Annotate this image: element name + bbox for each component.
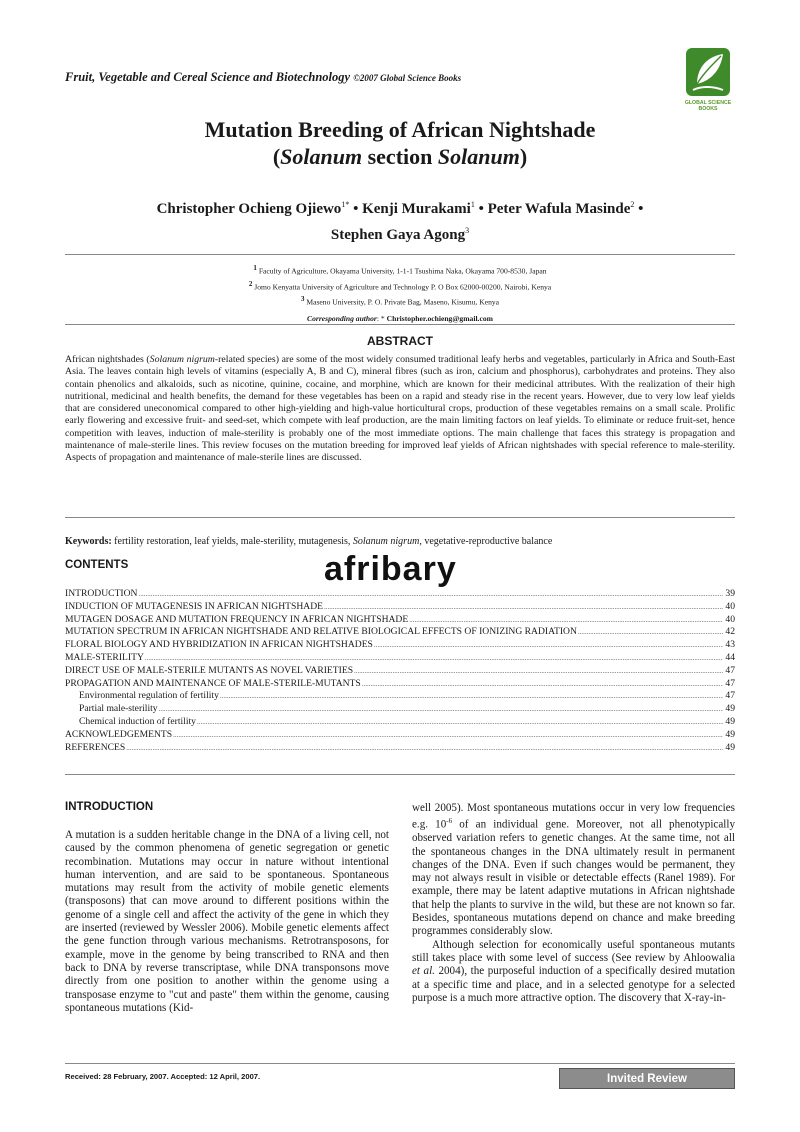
toc-label: MALE-STERILITY	[65, 651, 144, 663]
watermark-logo: afribary	[324, 550, 457, 588]
body-column-left	[65, 829, 389, 1015]
toc-leader	[126, 742, 723, 755]
toc-page: 47	[725, 664, 735, 676]
toc-page: 47	[725, 690, 735, 702]
abstract-heading: ABSTRACT	[367, 334, 433, 348]
section-heading: INTRODUCTION	[65, 801, 154, 813]
divider	[65, 254, 735, 255]
toc-label: FLORAL BIOLOGY AND HYBRIDIZATION IN AFRICAN NIGHTSHADES	[65, 639, 373, 651]
toc-page: 49	[725, 741, 735, 753]
toc-leader	[197, 716, 723, 729]
journal-name: Fruit, Vegetable and Cereal Science and Biotechnology	[65, 70, 351, 84]
publisher-logo	[683, 46, 733, 114]
journal-header	[65, 70, 461, 85]
toc-entry[interactable]	[65, 588, 735, 601]
toc-page: 42	[725, 626, 735, 638]
toc-entry[interactable]	[65, 742, 735, 755]
author-name: Stephen Gaya Agong	[330, 227, 466, 243]
toc-entry[interactable]	[65, 729, 735, 742]
toc-entry[interactable]	[65, 716, 735, 729]
title-line-2: (Solanum section Solanum)	[272, 144, 528, 169]
page-title	[0, 116, 800, 170]
toc-leader	[409, 614, 723, 627]
toc-leader	[138, 588, 723, 601]
contents-heading: CONTENTS	[65, 559, 129, 571]
toc-label: Chemical induction of fertility	[79, 715, 196, 727]
toc-page: 40	[725, 613, 735, 625]
paragraph: A mutation is a sudden heritable change in the DNA of a living cell, not caused by the common phenomena of genetic segregation or genetic recombination. Mutations may occur in nature without intentional human intervention, and are said to be spontaneous. Spontaneous mutations may result from the activity of mobile genetic elements (transposons) that can move around to different positions within the genome of a single cell and affect the activity of the gene in which they are inserted (reviewed by Wessler 2006). Mobile genetic elements affect the gene function through various mechanisms. Retrotransposons, for example, move in the genome by being transcribed to RNA and then back to DNA by reverse transcriptase, while DNA transponsons move directly from one position to another within the genome using a transposase enzyme to "cut and paste" them within the genome, causing spontaneous mutations (Kid-	[65, 829, 389, 1014]
toc-entry[interactable]	[65, 626, 735, 639]
paragraph: well 2005). Most spontaneous mutations occur in very low frequencies e.g. $10^{-6}$ of an individual gene. Moreover, not all phenotypically observed variation refers to genetic changes. At the same time, not all the spontaneous changes in the DNA ultimately result in permanent changes of the DNA. Even if such changes would be permanent, they may not always result in visible or detectable effects (Ranel 1989). For example, there may be latent adaptive mutations in African nightshade that help the plants to survive in the wild, but these are not known so far. Besides, spontaneous mutations depend on chance and make breeding programmes considerably slow.	[412, 802, 735, 938]
toc-label: Partial male-sterility	[79, 703, 158, 715]
toc-leader	[354, 665, 723, 678]
paragraph: Although selection for economically useful spontaneous mutants still takes place with some level of success (See review by Ahloowalia et al. 2004), the purposeful induction of a specifically desired mutation at a specific time and place, and in a selected genotype for a selected purpose is a much more attractive option. The discovery that X-ray-in-	[412, 938, 735, 1004]
toc-leader	[362, 678, 724, 691]
toc-page: 49	[725, 703, 735, 715]
toc-label: REFERENCES	[65, 741, 126, 753]
toc-entry[interactable]	[65, 690, 735, 703]
affiliation: $^3$ Maseno University, P. O. Private Bag, Maseno, Kisumu, Kenya	[300, 295, 500, 307]
author-list: Christopher Ochieng Ojiewo$^{1*}$ • Kenji Murakami$^1$ • Peter Wafula Masinde$^2$ • Stephen Gaya Agong$^3$	[156, 200, 644, 243]
toc-leader	[173, 729, 723, 742]
toc-page: 49	[725, 728, 735, 740]
divider	[65, 324, 735, 325]
toc-page: 39	[725, 588, 735, 599]
divider	[65, 1063, 735, 1064]
divider	[65, 517, 735, 518]
author-name: Christopher Ochieng Ojiewo	[156, 201, 342, 217]
toc-entry[interactable]	[65, 703, 735, 716]
toc-label: PROPAGATION AND MAINTENANCE OF MALE-STERILE-MUTANTS	[65, 677, 361, 689]
toc-label: MUTATION SPECTRUM IN AFRICAN NIGHTSHADE AND RELATIVE BIOLOGICAL EFFECTS OF IONIZING RADIATION	[65, 626, 577, 638]
toc-leader	[374, 639, 724, 652]
author-name: Peter Wafula Masinde	[487, 201, 631, 217]
affiliation: $^1$ Faculty of Agriculture, Okayama University, 1-1-1 Tsushima Naka, Okayama 700-8530, Japan	[253, 264, 547, 276]
toc-label: INTRODUCTION	[65, 588, 138, 599]
toc-entry[interactable]	[65, 601, 735, 614]
toc-leader	[578, 626, 724, 639]
toc-entry[interactable]	[65, 652, 735, 665]
toc-leader	[220, 690, 724, 703]
title-line-1: Mutation Breeding of African Nightshade	[204, 117, 596, 142]
toc-page: 49	[725, 715, 735, 727]
leaf-logo-icon	[683, 46, 733, 100]
toc-entry[interactable]	[65, 678, 735, 691]
body-column-right	[412, 802, 735, 1005]
email-link[interactable]: Christopher.ochieng@gmail.com	[386, 313, 493, 323]
toc-label: MUTAGEN DOSAGE AND MUTATION FREQUENCY IN AFRICAN NIGHTSHADE	[65, 613, 409, 625]
author-name: Kenji Murakami	[362, 201, 471, 217]
corresponding-author: Corresponding author: * Christopher.ochieng@gmail.com	[307, 313, 493, 323]
toc-leader	[159, 703, 724, 716]
keywords: Keywords: fertility restoration, leaf yields, male-sterility, mutagenesis, Solanum nigrum, vegetative-reproductive balance	[65, 536, 553, 547]
invited-review-badge: Invited Review	[559, 1068, 735, 1089]
abstract-body: African nightshades (Solanum nigrum-related species) are some of the most widely consumed traditional leafy herbs and vegetables, particularly in Africa and South-East Asia. The leaves contain high levels of vitamins (especially A, B and C), mineral fibres (such as iron, calcium and phosphorus), carbohydrates and proteins. They also contain phenolics and alkaloids, such as nicotine, quinine, cocaine, and morphine, which are known for their medicinal attributes. With the realization of their high nutritional, medicinal and health benefits, the demand for these vegetables has been on a rapid and steady rise in the recent years. However, due to very low leaf yields that are considered uneconomical compared to other high-yielding and high-value horticultural crops, production of these vegetables remains on a small scale. Prolific early flowering and excessive fruit- and seed-set, which compete with leaf production, are the main limiting factors on leaf yields. To eliminate or reduce fruit-set, hence competition with leaves, induction of male-sterility is probably one of the most immediate options. The main challenge that faces this strategy is propagation and maintenance of male-sterile lines. This review focuses on the mutation breeding for improved leaf yields of African nightshades with special reference to male-sterility. Aspects of propagation and maintenance of male-sterile lines are discussed.	[65, 354, 736, 464]
toc-label: INDUCTION OF MUTAGENESIS IN AFRICAN NIGHTSHADE	[65, 600, 323, 612]
toc-label: Environmental regulation of fertility	[79, 690, 219, 702]
toc-page: 43	[725, 639, 735, 651]
toc-page: 47	[725, 677, 735, 689]
divider	[65, 774, 735, 775]
toc-page: 44	[725, 651, 735, 663]
toc-entry[interactable]	[65, 665, 735, 678]
toc-leader	[324, 601, 723, 614]
toc-label: DIRECT USE OF MALE-STERILE MUTANTS AS NOVEL VARIETIES	[65, 664, 354, 676]
toc-page: 40	[725, 600, 735, 612]
toc-entry[interactable]	[65, 614, 735, 627]
toc-leader	[145, 652, 724, 665]
affiliation: $^2$ Jomo Kenyatta University of Agriculture and Technology P. O Box 62000-00200, Nairobi, Kenya	[248, 279, 552, 292]
copyright: ©2007 Global Science Books	[353, 73, 462, 83]
toc-label: ACKNOWLEDGEMENTS	[65, 728, 173, 740]
logo-text-2: BOOKS	[698, 106, 718, 112]
affiliations	[0, 262, 800, 325]
logo-text-1: GLOBAL SCIENCE	[684, 100, 732, 106]
table-of-contents	[65, 588, 735, 754]
toc-entry[interactable]	[65, 639, 735, 652]
received-dates: Received: 28 February, 2007. Accepted: 12 April, 2007.	[65, 1072, 261, 1081]
